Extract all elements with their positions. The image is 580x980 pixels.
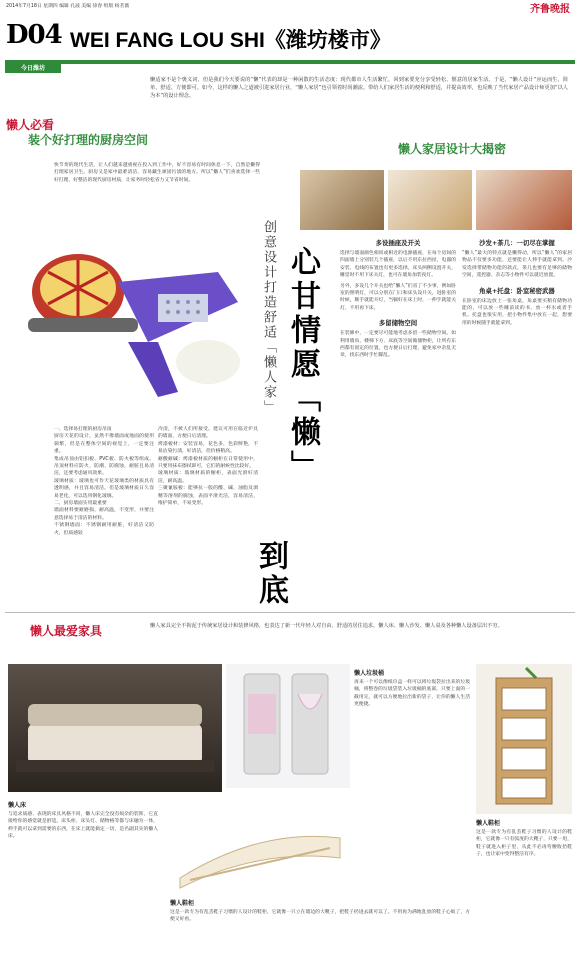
section2-sub2: 多留储物空间 <box>378 319 418 328</box>
bed-image <box>8 664 222 792</box>
newspaper-logo: 齐鲁晚报 <box>530 4 570 15</box>
section2-text3: “懒人”最大的特点就是懒得动，所以“懒人”的家居物品不仅要多功能，还要能让人伸手就能拿到。沙发选择带储物功能的款式，茶几也要有足够的储物空间，遥控器、杂志等小物件可以就近放置。 <box>462 251 572 279</box>
section3-title: 懒人最爱家具 <box>30 624 103 638</box>
item3-text: 这是一款专为有乱丢鞋子习惯的人设计的鞋柜，它就像一只立在墙边的大靴子，把鞋子扔进去就可以了。不用再为满地乱放的鞋子心烦了，方便又好看。 <box>170 910 470 923</box>
section2-text2: 在装修中，一定要尽可能地考虑多留一些储物空间。如利用墙角、楼梯下方、床底等空间做储物柜，让所有东西都有固定的位置，也方便日后打理，避免家中杂乱无章，找东西时手忙脚乱。 <box>340 331 456 359</box>
item1-title: 懒人垃圾桶 <box>354 670 385 677</box>
vertical-slogan: 创意设计打造舒适「懒人家」 <box>261 220 276 415</box>
section2-sub4: 角桌+托盘：卧室秘密武器 <box>479 286 555 295</box>
section2-text1b: 另外，多设几个开关也给“懒人”们省了不少事，例如卧室的照明灯，可以分别在门口和床头设开关，进卧室的时候，顺手就能开灯，当躺好在床上时，一伸手就能关灯，不用再下床。 <box>340 283 456 311</box>
item1-text: 再来一个可以像纸巾盒一样可以将垃圾袋拉出来的垃圾桶，将整卷的垃圾袋装入垃圾桶的底部，只要上面的一截用完，就可以方便地拉出新的袋子，让你的懒人生活更便捷。 <box>354 680 470 708</box>
section1-column1: 一、选择易打理的厨房吊顶 厨房天花的设计，虽然不像墙面或地面的使用频繁，但是在整体空间的视觉上，一定要注重。 集成吊顶由铝扣板、PVC板、防火板等组成。吊顶材料应防火、防潮、防腐蚀，耐脏且易清洁，还要考虑通风效果。 玻璃材质：玻璃也可作天花玻璃类的材质具有透明感，并且容易清洁。但是玻璃材质日久容易老化，可以选用钢化玻璃。 二、厨房墙面实用最重要 墙面材料要耐磨损、耐高温，不变形，并要注意选择易于清洁的材料。 不锈钢墙面：不锈钢耐用耐脏，好清洁又防火，但质感较 <box>54 427 154 536</box>
section1-title-line1: 懒人必看 <box>6 118 55 132</box>
item2-title: 懒人床 <box>8 802 27 809</box>
section2-sub3: 沙发+茶几：一切尽在掌握 <box>479 239 555 247</box>
item4-text: 这是一款专为有乱丢鞋子习惯的人设计的鞋柜，它就像一只有弧度的大靴子，只要一甩，鞋子就进入柜子里，从此不必再弯腰收拾鞋子，也让家中变得整洁有序。 <box>476 830 572 858</box>
item3-title: 懒人鞋柜 <box>170 900 195 907</box>
item2-text: 与追求质感、表现的床具风格不同，懒人床完全没有烦杂的装饰，它直接给你的感觉就是舒适。床头柜、床头灯、储物格等都与床融为一体，伸手就可以拿到需要的东西，在床上就能搞定一切，是名副其实的懒人床。 <box>8 812 158 840</box>
column-badge: 今日潍坊 <box>5 64 61 73</box>
shoe-cabinet-image-1 <box>170 808 346 890</box>
masthead-rule <box>5 60 575 64</box>
date-line: 2014年7月18日 星期四 编辑 孔波 美编 徐春 组版 杨茗薇 <box>6 4 130 9</box>
big-headline-2: 到底 <box>253 540 288 608</box>
section-divider <box>5 612 575 613</box>
interior-photo-1 <box>300 170 384 230</box>
section2-title: 懒人家居设计大揭密 <box>398 142 507 156</box>
trash-can-image <box>226 664 350 788</box>
section1-title-line2: 装个好打理的厨房空间 <box>28 133 149 147</box>
section1-lead: 快节奏的现代生活，让人们越来越重视在投入到工作中，好不容易有时间休息一下，自然是懒得打理家居卫生。厨房又是家中最难清洁、容易藏生顽固污渍的地方。所以“懒人”们喜欢选择一些好打理、好整洁的现代厨房材质，让家务时轻松省力又节省时间。 <box>54 163 260 183</box>
item2-block <box>8 800 158 841</box>
interior-photo-3 <box>476 170 572 230</box>
section3-lead: 懒人家具完全不拘泥于传统家居设计和装修风格，也表达了新一代年轻人对自由、舒适的居住追求。懒人床、懒人沙发、懒人桌及各种懒人设备层出不穷。 <box>150 623 503 629</box>
section2-column2 <box>462 238 572 327</box>
intro-paragraph: 懒适家不是个褒义词，但是我们今天要说的“懒”代表的却是一种闲散的生活态度：现代都市人生活繁忙，回到家要充分享受轻松、惬意的居家生活。于是，“懒人设计”应运而生，简单、舒适、方便即可。如今，这样的懒人之道被引进家居行业，“懒人家居”也引领着时尚潮流。带给人们家居生活的便利和舒适，并提高效率，也反映了当代家居产品设计师更加“以人为本”的设计理念。 <box>150 77 568 99</box>
kitchen-gadget-image <box>8 222 258 420</box>
section2-column1 <box>340 238 456 360</box>
section2-sub1: 多设插座及开关 <box>375 239 421 247</box>
top-header <box>0 0 580 14</box>
section2-text4: 在卧室的床边放上一张角桌，角桌要买稍有储物功能的，可以放一些睡前读的书，放一杯水或者手机。托盘也很实用，把小物件集中放在一起，想要用的时候随手就能拿到。 <box>462 298 572 326</box>
page-number: D04 <box>6 20 62 50</box>
item3-block <box>170 898 470 924</box>
item1-block <box>354 668 470 709</box>
section1-column2: 冷清，不被人们所接受。建议可用在临近炉具的墙面，方便日后清理。 烤漆板材：安装容易，花色多，色彩鲜艳，不易沾染污渍，好清洁，但价格稍高。 耐酸耐碱：烤漆板材质的橱柜在日常使用中，只要用抹布擦拭即可，它们的耐候性比较好。 玻璃材质：玻璃材质的橱柜，表面光滑好清洁，耐高温。 三聚氰胺板：能够抗一般的酸、碱、油脂及酒精等溶剂的腐蚀，表面平滑光洁，容易清洁，维护简单，不易变形。 <box>158 427 258 507</box>
item4-title: 懒人鞋柜 <box>476 820 501 827</box>
item4-block <box>476 818 572 859</box>
shoe-cabinet-image-2 <box>476 664 572 814</box>
section1-heading <box>6 118 206 148</box>
interior-photo-2 <box>388 170 472 230</box>
big-headline-1: 心甘情愿「懒」 <box>285 246 320 484</box>
page-title: WEI FANG LOU SHI《潍坊楼市》 <box>70 29 391 52</box>
section2-text1: 选择与墙面颜色相同或相近的电源插座，在每个房间的四面墙上分别装几个插座，以后不用东拉西扯，电器的安装、电线的布置也有更多选择。床头两侧设置开关，睡觉时不用下床关灯，也可在墙角加装夜灯。 <box>340 251 456 279</box>
